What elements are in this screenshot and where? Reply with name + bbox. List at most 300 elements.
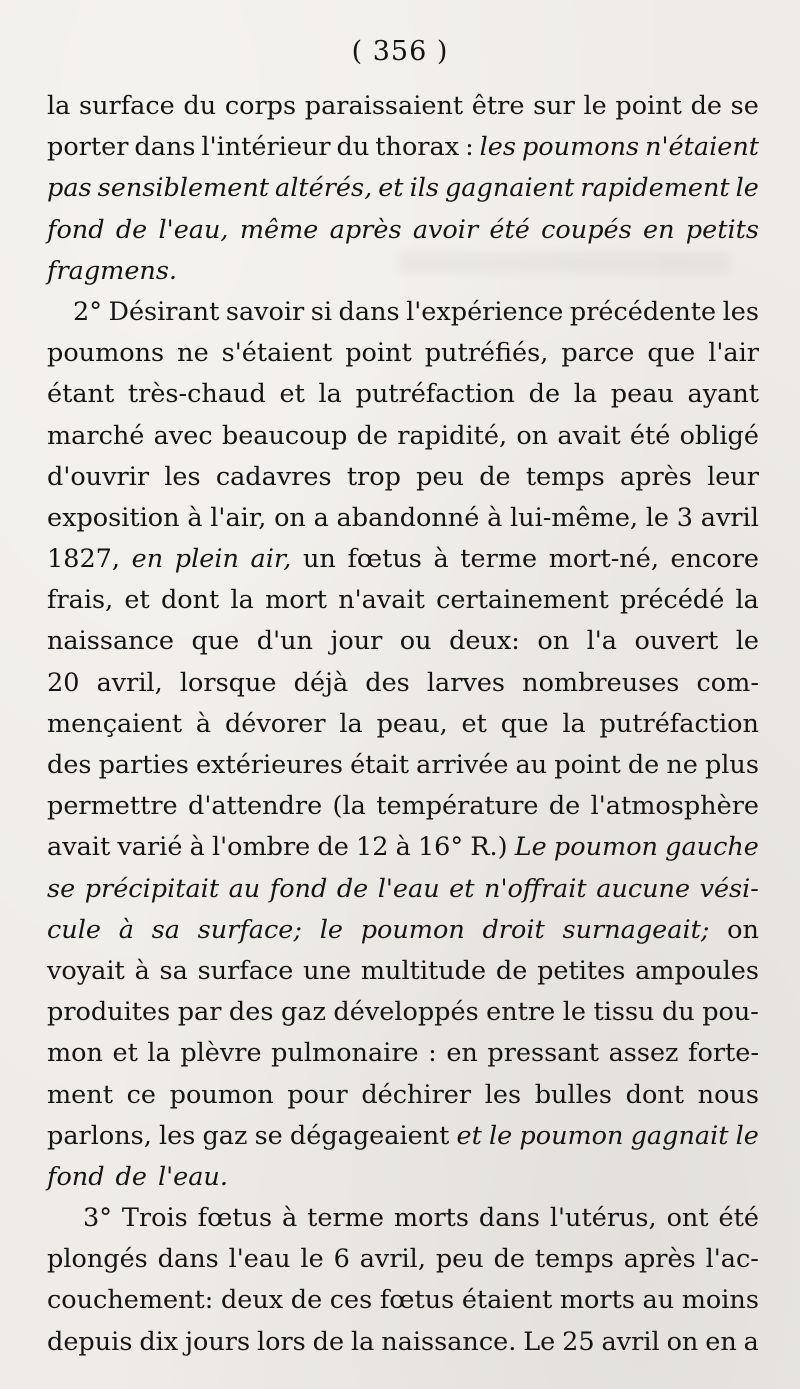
text-word: fœtus — [197, 1203, 273, 1234]
text-word: déjà — [293, 667, 349, 698]
text-word: 12 — [355, 832, 389, 863]
text-word: du — [183, 91, 217, 121]
text-word: putréfiés, — [424, 338, 549, 369]
text-word: lui-même, — [510, 502, 639, 533]
text-word: du — [336, 132, 370, 163]
text-word: frais, — [47, 585, 114, 616]
text-word: dans — [478, 1203, 540, 1234]
text-word: au — [642, 1285, 675, 1316]
text-word: le — [319, 914, 343, 945]
text-word: gagnaient — [444, 173, 575, 204]
text-word: ils — [409, 173, 439, 204]
text-word: être — [471, 91, 525, 121]
text-word: même — [239, 214, 319, 245]
text-word: pressant — [487, 1038, 600, 1069]
text-word: naissance. — [381, 1326, 517, 1357]
text-word: : — [465, 132, 474, 163]
text-word: ne — [177, 338, 209, 369]
text-word: depuis — [47, 1326, 133, 1357]
text-word: R.) — [470, 832, 508, 863]
text-word: porter — [47, 132, 129, 163]
text-line — [47, 416, 759, 457]
text-word: ce — [126, 1079, 156, 1110]
text-word: petites — [537, 955, 626, 986]
text-word: paraissaient — [304, 91, 464, 121]
text-word: Le — [523, 1326, 556, 1357]
text-word: mort — [265, 585, 328, 616]
text-word: assez — [608, 1038, 679, 1069]
text-word: l'eau — [377, 873, 440, 904]
text-word: ou — [399, 626, 432, 657]
text-word: avril — [700, 502, 759, 533]
text-word: deux: — [449, 626, 520, 657]
text-word: point — [345, 338, 412, 369]
text-word: un — [302, 544, 336, 575]
text-word: les — [164, 461, 201, 492]
text-word: poumon — [553, 832, 658, 863]
text-line — [47, 621, 759, 662]
text-word: jours — [185, 1326, 251, 1357]
text-word: l'expérience — [406, 296, 564, 327]
text-word: moins — [681, 1285, 759, 1316]
text-word: 16° — [417, 832, 464, 863]
text-word: les — [722, 296, 759, 327]
text-word: l'ac- — [705, 1244, 759, 1275]
text-word: l'eau. — [157, 1161, 228, 1192]
text-word: se — [47, 873, 76, 904]
text-word: été — [629, 420, 671, 451]
text-word: 1827, — [47, 544, 121, 575]
text-word: au — [515, 750, 548, 780]
text-word: de — [336, 873, 369, 904]
text-word: mort-né, — [548, 544, 659, 575]
text-word: produites — [47, 997, 171, 1028]
text-word: sa — [159, 955, 188, 986]
text-word: couchement: — [47, 1285, 214, 1316]
text-word: pour — [287, 1079, 348, 1110]
text-word: la — [47, 91, 71, 121]
text-word: la — [339, 708, 363, 739]
text-word: de — [690, 91, 722, 121]
text-word: varié — [117, 832, 183, 863]
text-line — [47, 127, 759, 168]
text-word: Trois — [121, 1203, 188, 1234]
text-word: peau — [610, 379, 674, 410]
text-word: bulles — [534, 1079, 612, 1110]
text-word: altérés, — [275, 173, 373, 204]
text-word: avoir — [412, 214, 479, 245]
text-word: mençaient — [47, 708, 183, 739]
text-word: leur — [707, 461, 759, 492]
text-word: sur — [533, 91, 575, 121]
text-word: la — [351, 1326, 375, 1357]
text-word: tissu — [593, 997, 655, 1028]
text-line — [47, 1157, 759, 1198]
text-word: lors — [256, 1326, 306, 1357]
text-word: était — [350, 750, 410, 780]
text-line — [47, 374, 759, 415]
text-word: temps — [534, 1244, 614, 1275]
text-word: étant — [47, 379, 115, 410]
text-word: morts — [393, 1203, 469, 1234]
text-word: dans — [338, 296, 400, 327]
text-word: de — [495, 955, 528, 986]
text-word: 20 — [47, 667, 80, 698]
text-word: parlons, — [47, 1120, 152, 1151]
text-word: surface — [79, 91, 175, 121]
text-word: de — [312, 1326, 345, 1357]
text-word: précédente — [569, 296, 717, 327]
text-word: parce — [561, 338, 635, 369]
text-word: de — [627, 750, 660, 780]
text-word: 25 — [562, 1326, 595, 1357]
text-word: à — [195, 708, 212, 739]
text-word: parties — [98, 750, 189, 780]
text-word: encore — [670, 544, 759, 575]
text-line — [47, 1075, 759, 1116]
text-word: et — [378, 173, 404, 204]
text-word: de — [115, 214, 148, 245]
text-word: poumons — [521, 132, 640, 163]
text-word: putréfaction — [355, 379, 515, 410]
text-word: nous — [697, 1079, 759, 1110]
text-line — [47, 498, 759, 539]
text-word: en — [131, 544, 164, 575]
text-word: le — [645, 502, 670, 533]
page-number: ( 356 ) — [351, 36, 449, 67]
text-word: savoir — [225, 296, 305, 327]
text-word: l'intérieur — [201, 132, 331, 163]
text-word: précédé — [619, 585, 725, 616]
text-word: déchirer — [361, 1079, 472, 1110]
text-word: et — [112, 1038, 138, 1069]
text-word: beaucoup — [221, 420, 348, 451]
text-line — [47, 992, 759, 1033]
text-word: fragmens. — [47, 255, 178, 286]
text-word: ayant — [687, 379, 759, 410]
text-line — [47, 251, 759, 292]
text-word: avril, — [96, 667, 163, 698]
text-word: dans — [157, 1244, 219, 1275]
text-word: Désirant — [108, 296, 220, 327]
text-word: la — [318, 379, 342, 410]
text-word: a — [743, 1326, 759, 1357]
text-word: l'atmosphère — [590, 791, 759, 822]
text-word: après — [623, 1244, 696, 1275]
text-word: terme — [307, 1203, 384, 1234]
text-word: multitude — [360, 955, 487, 986]
text-word: à — [433, 544, 449, 575]
text-word: mon — [47, 1038, 103, 1069]
text-word: l'air — [708, 338, 759, 369]
text-word: ment — [47, 1079, 113, 1110]
text-word: se — [730, 91, 759, 121]
text-word: rapidité, — [397, 420, 508, 451]
text-word: plèvre — [180, 1038, 262, 1069]
text-word: le — [489, 1120, 513, 1151]
text-line — [47, 704, 759, 745]
text-word: ont — [666, 1203, 709, 1234]
text-word: point — [615, 91, 682, 121]
text-word: après — [329, 214, 402, 245]
text-word: plein — [174, 544, 239, 575]
text-line — [47, 86, 759, 127]
text-word: dix — [139, 1326, 179, 1357]
text-word: poumon — [519, 1120, 624, 1151]
text-word: coupés — [541, 214, 632, 245]
text-word: marché — [47, 420, 145, 451]
text-line — [47, 663, 759, 704]
text-word: précipitait — [84, 873, 220, 904]
text-word: n'offrait — [484, 873, 587, 904]
text-word: et — [456, 1120, 482, 1151]
text-word: naissance — [47, 626, 174, 657]
text-line — [47, 1198, 759, 1239]
text-word: et — [279, 379, 305, 410]
text-word: de — [115, 1161, 147, 1192]
text-word: s'étaient — [221, 338, 333, 369]
text-word: cule — [47, 914, 101, 945]
text-word: de — [290, 1285, 323, 1316]
text-word: aucune — [596, 873, 691, 904]
text-word: à — [118, 914, 134, 945]
text-word: abandonné — [336, 502, 480, 533]
text-word: voyait — [47, 955, 125, 986]
text-word: point — [554, 750, 621, 780]
text-word: en — [705, 1326, 737, 1357]
text-word: de — [528, 379, 561, 410]
text-word: le — [735, 173, 759, 204]
text-word: forte- — [688, 1038, 759, 1069]
text-word: que — [647, 338, 696, 369]
text-word: fœtus — [379, 1285, 455, 1316]
text-line — [47, 1280, 759, 1321]
text-word: l'eau — [228, 1244, 291, 1275]
text-line — [47, 210, 759, 251]
body-text — [47, 86, 759, 1363]
text-word: certainement — [436, 585, 609, 616]
text-line — [47, 333, 759, 374]
text-word: dévorer — [224, 708, 326, 739]
text-word: de — [548, 791, 581, 822]
text-word: de — [317, 832, 349, 863]
text-word: plus — [704, 750, 759, 780]
text-word: des — [365, 667, 410, 698]
text-word: l'utérus, — [549, 1203, 657, 1234]
text-word: d'ouvrir — [47, 461, 150, 492]
text-word: temps — [525, 461, 605, 492]
text-word: (la — [332, 791, 366, 822]
text-word: petits — [685, 214, 759, 245]
text-word: se — [254, 1120, 283, 1151]
text-word: extérieures — [195, 750, 344, 780]
text-word: jour — [330, 626, 383, 657]
text-word: la — [562, 708, 586, 739]
text-word: vési- — [699, 873, 759, 904]
text-line — [47, 745, 759, 786]
text-word: surface — [197, 955, 294, 986]
text-word: ouvert — [634, 626, 719, 657]
text-word: poumon — [169, 1079, 274, 1110]
text-word: développés — [333, 997, 479, 1028]
text-word: après — [619, 461, 692, 492]
text-word: fond — [47, 1161, 105, 1192]
text-word: les — [158, 1120, 196, 1151]
text-word: la — [230, 585, 254, 616]
text-word: au — [228, 873, 261, 904]
text-line — [47, 910, 759, 951]
text-word: 6 — [333, 1244, 350, 1275]
text-word: à — [134, 955, 150, 986]
text-word: surnageait; — [562, 914, 710, 945]
text-line — [47, 168, 759, 209]
text-word: à — [187, 502, 203, 533]
text-word: 2° — [73, 296, 102, 327]
text-word: thorax — [375, 132, 460, 163]
text-word: de — [356, 420, 388, 451]
text-word: deux — [220, 1285, 284, 1316]
text-word: été — [718, 1203, 759, 1234]
text-word: température — [376, 791, 539, 822]
text-word: dégageaient — [289, 1120, 450, 1151]
text-word: la — [573, 379, 598, 410]
text-line — [47, 827, 759, 868]
text-word: fœtus — [347, 544, 422, 575]
text-line — [47, 1116, 759, 1157]
text-line — [47, 457, 759, 498]
text-word: à — [189, 832, 205, 863]
text-word: on — [666, 1326, 699, 1357]
text-word: rapidement — [580, 173, 730, 204]
text-word: une — [303, 955, 352, 986]
text-word: avril, — [359, 1244, 426, 1275]
text-line — [47, 869, 759, 910]
text-word: trop — [346, 461, 401, 492]
text-word: com- — [696, 667, 759, 698]
text-word: 3° — [83, 1203, 112, 1234]
text-line — [47, 1239, 759, 1280]
text-word: permettre — [47, 791, 178, 822]
text-word: d'un — [256, 626, 313, 657]
text-word: les — [479, 132, 516, 163]
text-word: de — [479, 461, 511, 492]
text-word: avril — [601, 1326, 660, 1357]
text-word: avec — [153, 420, 213, 451]
text-word: peau, — [376, 708, 448, 739]
text-word: nombreuses — [522, 667, 680, 698]
text-word: été — [489, 214, 530, 245]
text-word: le — [562, 997, 586, 1028]
text-word: ampoules — [635, 955, 759, 986]
text-line — [47, 539, 759, 580]
text-word: Le — [514, 832, 547, 863]
text-word: gaz — [202, 1120, 248, 1151]
text-word: en — [642, 214, 675, 245]
text-word: on — [727, 914, 759, 945]
text-word: larves — [426, 667, 506, 698]
text-word: par — [177, 997, 222, 1028]
text-word: 3 — [676, 502, 693, 533]
text-word: pulmonaire — [271, 1038, 419, 1069]
text-word: si — [310, 296, 333, 327]
text-word: gaz — [280, 997, 326, 1028]
text-word: et — [124, 585, 150, 616]
text-word: peu — [416, 461, 464, 492]
text-word: gagnait — [630, 1120, 729, 1151]
text-word: que — [191, 626, 240, 657]
text-word: on — [537, 626, 570, 657]
text-word: du — [661, 997, 695, 1028]
text-word: fond — [47, 214, 105, 245]
text-word: à — [395, 832, 411, 863]
text-word: surface; — [197, 914, 302, 945]
text-word: sensiblement — [97, 173, 269, 204]
text-word: la — [147, 1038, 171, 1069]
text-word: le — [300, 1244, 324, 1275]
text-word: n'avait — [338, 585, 425, 616]
text-line — [47, 786, 759, 827]
text-word: avait — [557, 420, 621, 451]
text-line — [47, 951, 759, 992]
text-word: corps — [224, 91, 297, 121]
text-word: des — [47, 750, 92, 780]
text-word: le — [583, 91, 607, 121]
text-word: poumon — [360, 914, 465, 945]
text-word: pas — [47, 173, 92, 204]
text-word: peu — [435, 1244, 484, 1275]
text-word: exposition — [47, 502, 180, 533]
text-word: étaient — [461, 1285, 553, 1316]
text-word: ces — [329, 1285, 373, 1316]
text-word: morts — [559, 1285, 635, 1316]
text-word: que — [500, 708, 549, 739]
text-word: entre — [486, 997, 556, 1028]
text-line — [47, 1033, 759, 1074]
text-word: gauche — [665, 832, 759, 863]
text-word: n'étaient — [645, 132, 759, 163]
text-word: et — [449, 873, 475, 904]
text-word: dont — [625, 1079, 684, 1110]
text-word: la — [735, 585, 759, 616]
text-word: l'ombre — [211, 832, 311, 863]
text-word: des — [228, 997, 274, 1028]
text-word: sa — [151, 914, 180, 945]
text-word: l'eau, — [158, 214, 229, 245]
text-line — [47, 1322, 759, 1363]
text-word: : — [428, 1038, 437, 1069]
text-word: et — [461, 708, 487, 739]
text-word: à — [487, 502, 503, 533]
text-word: cadavres — [215, 461, 332, 492]
text-word: à — [282, 1203, 298, 1234]
text-word: le — [735, 626, 759, 657]
text-word: terme — [460, 544, 538, 575]
text-word: on — [274, 502, 306, 533]
text-line — [47, 580, 759, 621]
text-word: de — [493, 1244, 526, 1275]
text-word: arrivée — [416, 750, 509, 780]
text-word: le — [735, 1120, 759, 1151]
text-word: air, — [250, 544, 292, 575]
text-word: poumons — [47, 338, 165, 369]
text-word: droit — [482, 914, 545, 945]
text-word: avait — [47, 832, 111, 863]
text-word: a — [313, 502, 329, 533]
text-word: l'a — [586, 626, 617, 657]
text-word: dans — [134, 132, 196, 163]
text-word: plongés — [47, 1244, 148, 1275]
text-word: très-chaud — [127, 379, 266, 410]
